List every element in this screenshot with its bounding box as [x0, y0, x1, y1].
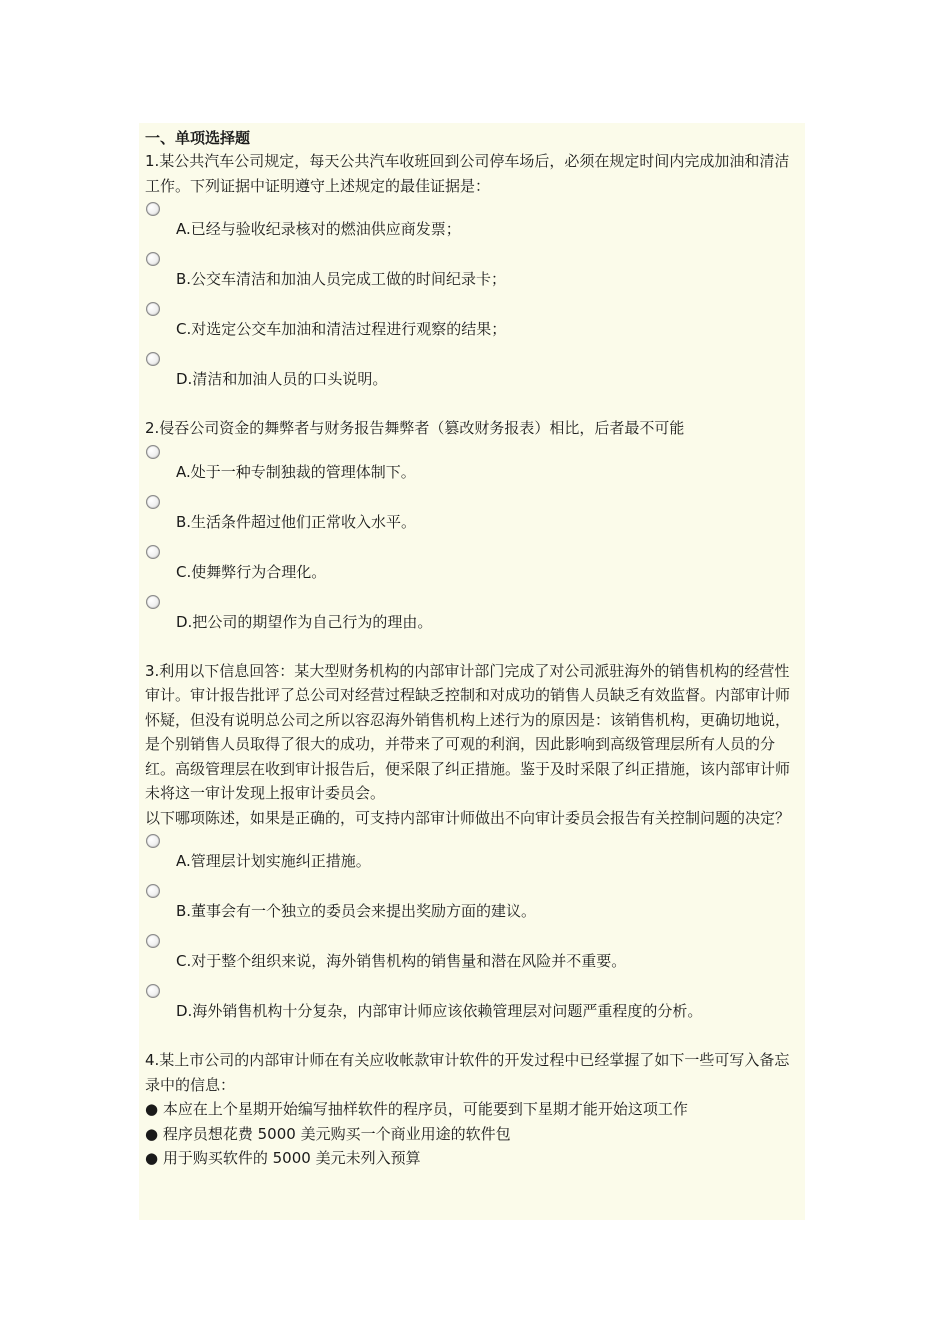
- question-4: [145, 1048, 799, 1171]
- option-label: A.处于一种专制独裁的管理体制下。: [176, 462, 416, 481]
- bullet-item: ● 本应在上个星期开始编写抽样软件的程序员，可能要到下星期才能开始这项工作: [145, 1100, 688, 1118]
- option-label: D.海外销售机构十分复杂，内部审计师应该依赖管理层对问题严重程度的分析。: [176, 1002, 703, 1020]
- option-d[interactable]: [145, 348, 799, 398]
- question-3: [145, 659, 799, 1031]
- option-label: B.公交车清洁和加油人员完成工做的时间纪录卡；: [176, 270, 507, 288]
- option-a[interactable]: [145, 441, 799, 491]
- option-label: C.对于整个组织来说，海外销售机构的销售量和潜在风险并不重要。: [176, 952, 627, 970]
- radio-button[interactable]: [146, 934, 160, 948]
- question-text: 1.某公共汽车公司规定，每天公共汽车收班回到公司停车场后，必须在规定时间内完成加油和清洁工作。下列证据中证明遵守上述规定的最佳证据是：: [145, 152, 790, 195]
- section-title: 一、单项选择题: [145, 129, 251, 147]
- option-label: D.把公司的期望作为自己行为的理由。: [176, 612, 433, 631]
- bullet-item: ● 用于购买软件的 5000 美元未列入预算: [145, 1149, 421, 1167]
- bullet-item: ● 程序员想花费 5000 美元购买一个商业用途的软件包: [145, 1124, 511, 1143]
- option-c[interactable]: [145, 930, 799, 980]
- question-subtext: 以下哪项陈述，如果是正确的，可支持内部审计师做出不向审计委员会报告有关控制问题的决定？: [145, 808, 791, 827]
- option-label: D.清洁和加油人员的口头说明。: [176, 370, 388, 388]
- radio-button[interactable]: [146, 884, 160, 898]
- radio-button[interactable]: [146, 834, 160, 848]
- option-a[interactable]: [145, 830, 799, 880]
- radio-button[interactable]: [146, 302, 160, 316]
- option-b[interactable]: [145, 248, 799, 298]
- question-text: 3.利用以下信息回答：某大型财务机构的内部审计部门完成了对公司派驻海外的销售机构的经营性审计。审计报告批评了总公司对经营过程缺乏控制和对成功的销售人员缺乏有效监督。内部审计师怀疑，但没有说明总公司之所以容忍海外销售机构上述行为的原因是：该销售机构，更确切地说，是个别销售人员取得了很大的成功，并带来了可观的利润，因此影响到高级管理层所有人员的分红。高级管理层在收到审计报告后，便采限了纠正措施。鉴于及时采限了纠正措施，该内部审计师未将这一审计发现上报审计委员会。: [145, 661, 791, 802]
- option-a[interactable]: [145, 198, 799, 248]
- question-1: [145, 149, 799, 398]
- option-label: C.对选定公交车加油和清洁过程进行观察的结果；: [176, 320, 507, 338]
- radio-button[interactable]: [146, 252, 160, 266]
- question-text: 2.侵吞公司资金的舞弊者与财务报告舞弊者（篡改财务报表）相比，后者最不可能: [145, 419, 685, 437]
- option-label: B.董事会有一个独立的委员会来提出奖励方面的建议。: [176, 902, 537, 920]
- radio-button[interactable]: [146, 202, 160, 216]
- option-d[interactable]: [145, 591, 799, 641]
- radio-button[interactable]: [146, 495, 160, 509]
- option-c[interactable]: [145, 541, 799, 591]
- question-text: 4.某上市公司的内部审计师在有关应收帐款审计软件的开发过程中已经掌握了如下一些可写入备忘录中的信息：: [145, 1051, 790, 1094]
- option-b[interactable]: [145, 491, 799, 541]
- radio-button[interactable]: [146, 352, 160, 366]
- option-label: C.使舞弊行为合理化。: [176, 562, 327, 581]
- exam-panel: [139, 123, 805, 1220]
- option-d[interactable]: [145, 980, 799, 1030]
- radio-button[interactable]: [146, 984, 160, 998]
- radio-button[interactable]: [146, 545, 160, 559]
- question-2: [145, 416, 799, 641]
- option-b[interactable]: [145, 880, 799, 930]
- radio-button[interactable]: [146, 445, 160, 459]
- option-label: A.管理层计划实施纠正措施。: [176, 852, 371, 870]
- option-label: A.已经与验收纪录核对的燃油供应商发票；: [176, 220, 461, 238]
- radio-button[interactable]: [146, 595, 160, 609]
- option-c[interactable]: [145, 298, 799, 348]
- option-label: B.生活条件超过他们正常收入水平。: [176, 512, 417, 531]
